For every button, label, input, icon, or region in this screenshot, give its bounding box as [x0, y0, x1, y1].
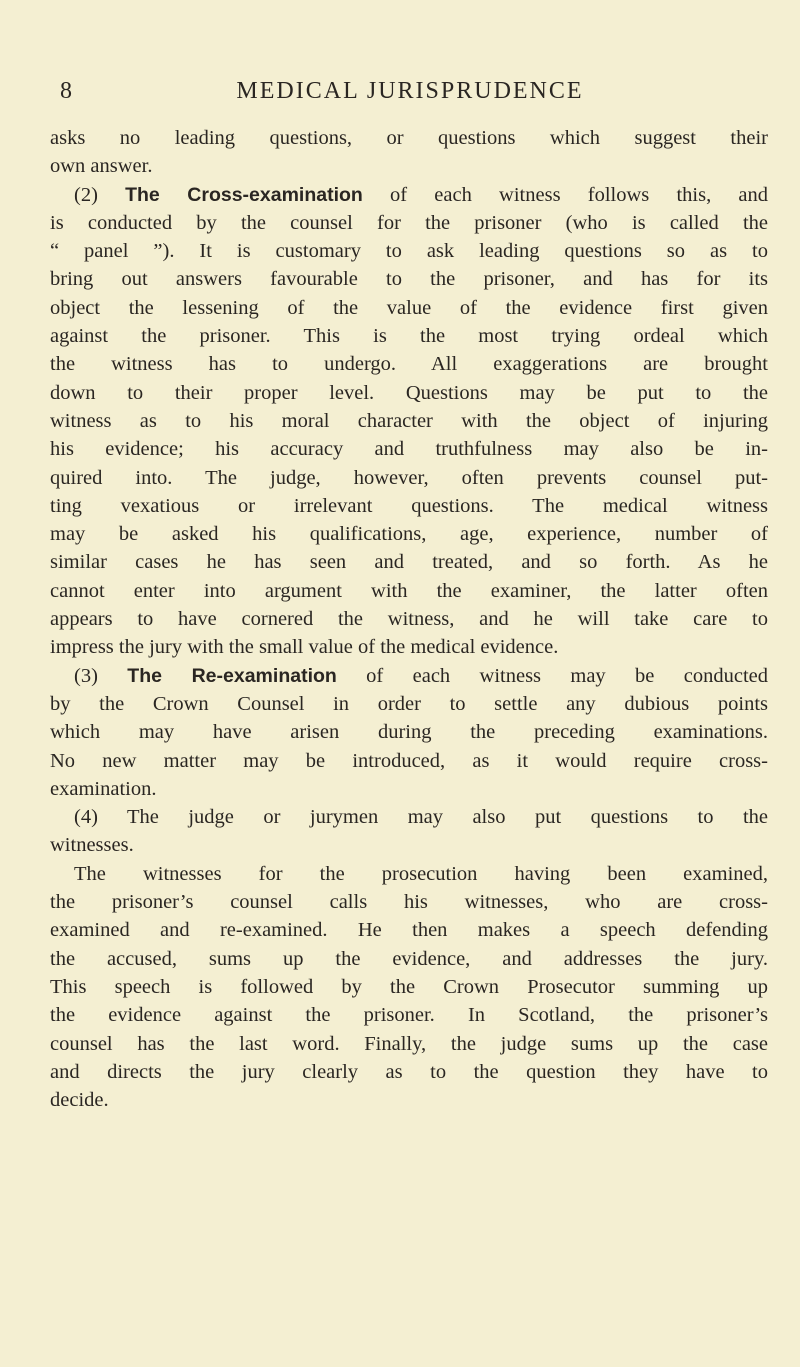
text-line: quired into. The judge, however, often prevents counsel put-: [50, 466, 768, 489]
text-line: the prisoner’s counsel calls his witnesses, who are cross-: [50, 891, 768, 914]
text-line: impress the jury with the small value of the medical evidence.: [50, 636, 559, 659]
text-line: examined and re-examined. He then makes a speech defending: [50, 919, 768, 942]
section-heading-cross-examination: The Cross-examination: [125, 183, 363, 206]
text-line: “ panel ”). It is customary to ask leading questions so as to: [50, 240, 768, 263]
text-fragment: of each witness follows this, and: [362, 183, 769, 206]
text-line: own answer.: [50, 155, 153, 178]
body-text: [50, 124, 768, 1114]
text-fragment: of each witness may be conducted: [336, 664, 769, 687]
text-line: which may have arisen during the preceding examinations.: [50, 721, 768, 744]
text-line: ting vexatious or irrelevant questions. The medical witness: [50, 494, 768, 517]
text-line: down to their proper level. Questions may be put to the: [50, 381, 768, 404]
section-heading-re-examination: The Re-examination: [127, 664, 337, 687]
text-line: witness as to his moral character with the object of injuring: [50, 409, 768, 432]
text-line: similar cases he has seen and treated, and so forth. As he: [50, 551, 768, 574]
text-line: The witnesses for the prosecution having been examined,: [74, 862, 768, 885]
text-line: This speech is followed by the Crown Prosecutor summing up: [50, 975, 768, 998]
text-line: object the lessening of the value of the evidence first given: [50, 296, 768, 319]
text-line: asks no leading questions, or questions which suggest their: [50, 127, 768, 149]
section-number: (3): [74, 664, 128, 687]
text-line: (4) The judge or jurymen may also put questions to the: [74, 806, 768, 829]
text-line: examination.: [50, 777, 157, 800]
text-line: appears to have cornered the witness, and he will take care to: [50, 608, 768, 631]
text-line: witnesses.: [50, 834, 134, 857]
text-line: by the Crown Counsel in order to settle any dubious points: [50, 692, 768, 715]
running-head: [50, 78, 770, 110]
text-line: the witness has to undergo. All exaggerations are brought: [50, 353, 768, 376]
page-number: 8: [60, 78, 73, 104]
text-line: and directs the jury clearly as to the question they have to: [50, 1060, 768, 1083]
text-line: the accused, sums up the evidence, and addresses the jury.: [50, 947, 768, 970]
text-line: bring out answers favourable to the prisoner, and has for its: [50, 268, 768, 291]
text-line: No new matter may be introduced, as it would require cross-: [50, 749, 768, 772]
text-line: cannot enter into argument with the examiner, the latter often: [50, 579, 768, 602]
section-re-examination-line: [50, 662, 768, 690]
running-title: MEDICAL JURISPRUDENCE: [236, 78, 584, 104]
text-line: is conducted by the counsel for the prisoner (who is called the: [50, 211, 768, 234]
text-line: his evidence; his accuracy and truthfulness may also be in-: [50, 438, 768, 461]
text-line: may be asked his qualifications, age, experience, number of: [50, 523, 768, 546]
text-line: decide.: [50, 1089, 109, 1112]
section-number: (2): [74, 183, 126, 206]
text-line: the evidence against the prisoner. In Scotland, the prisoner’s: [50, 1004, 768, 1027]
text-line: counsel has the last word. Finally, the judge sums up the case: [50, 1032, 768, 1055]
section-cross-examination-line: [50, 181, 768, 209]
text-line: against the prisoner. This is the most trying ordeal which: [50, 325, 768, 348]
